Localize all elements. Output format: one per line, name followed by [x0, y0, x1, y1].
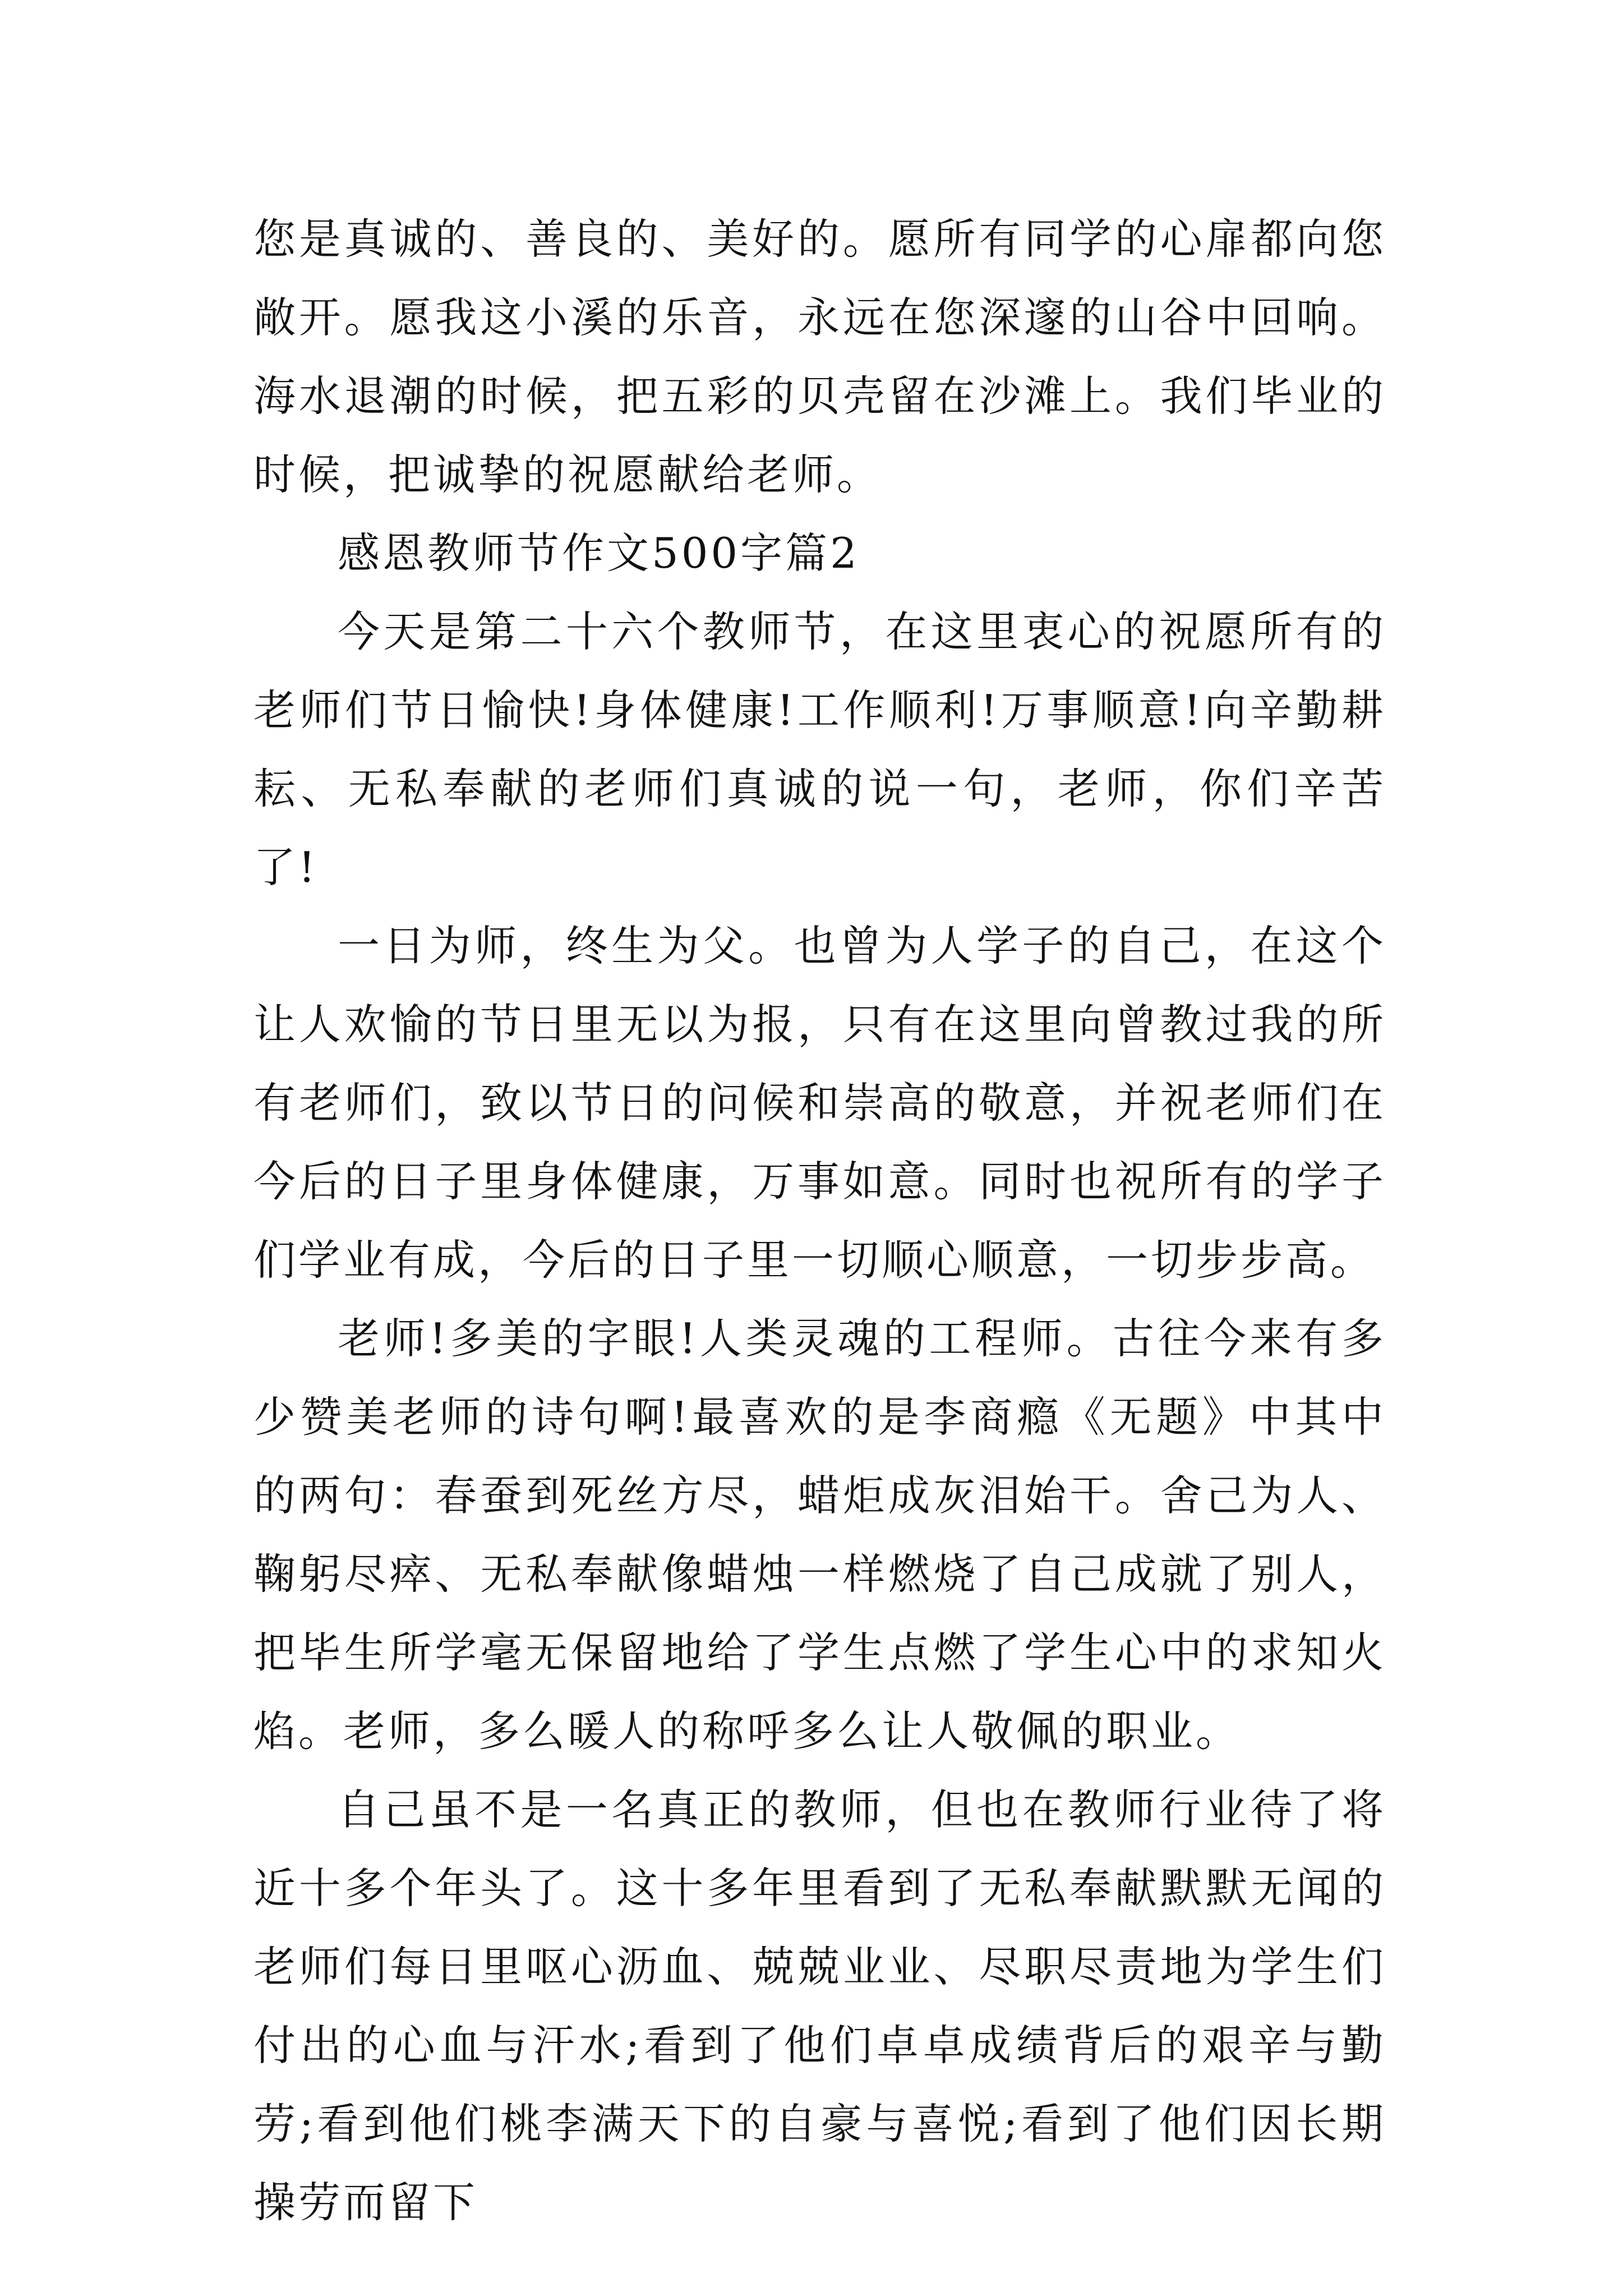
- section-heading: 感恩教师节作文500字篇2: [338, 528, 860, 578]
- paragraph-continued: 您是真诚的、善良的、美好的。愿所有同学的心扉都向您敞开。愿我这小溪的乐音，永远在您深邃的山谷中回响。海水退潮的时候，把五彩的贝壳留在沙滩上。我们毕业的时候，把诚挚的祝愿献给老师。: [253, 214, 1386, 499]
- paragraph: 一日为师，终生为父。也曾为人学子的自己，在这个让人欢愉的节日里无以为报，只有在这里向曾教过我的所有老师们，致以节日的问候和崇高的敬意，并祝老师们在今后的日子里身体健康，万事如意。同时也祝所有的学子们学业有成，今后的日子里一切顺心顺意，一切步步高。: [253, 921, 1386, 1285]
- paragraph: 老师!多美的字眼!人类灵魂的工程师。古往今来有多少赞美老师的诗句啊!最喜欢的是李商瘾《无题》中其中的两句：春蚕到死丝方尽，蜡炬成灰泪始干。舍己为人、鞠躬尽瘁、无私奉献像蜡烛一样燃烧了自己成就了别人，把毕生所学毫无保留地给了学生点燃了学生心中的求知火焰。老师，多么暖人的称呼多么让人敬佩的职业。: [253, 1314, 1386, 1756]
- paragraph: 自己虽不是一名真正的教师，但也在教师行业待了将近十多个年头了。这十多年里看到了无私奉献默默无闻的老师们每日里呕心沥血、兢兢业业、尽职尽责地为学生们付出的心血与汗水;看到了他们卓卓成绩背后的艰辛与勤劳;看到他们桃李满天下的自豪与喜悦;看到了他们因长期操劳而留下: [253, 1785, 1386, 2227]
- paragraph: 今天是第二十六个教师节，在这里衷心的祝愿所有的老师们节日愉快!身体健康!工作顺利!万事顺意!向辛勤耕耘、无私奉献的老师们真诚的说一句，老师，你们辛苦了!: [253, 607, 1386, 892]
- document-body: [253, 200, 1386, 2242]
